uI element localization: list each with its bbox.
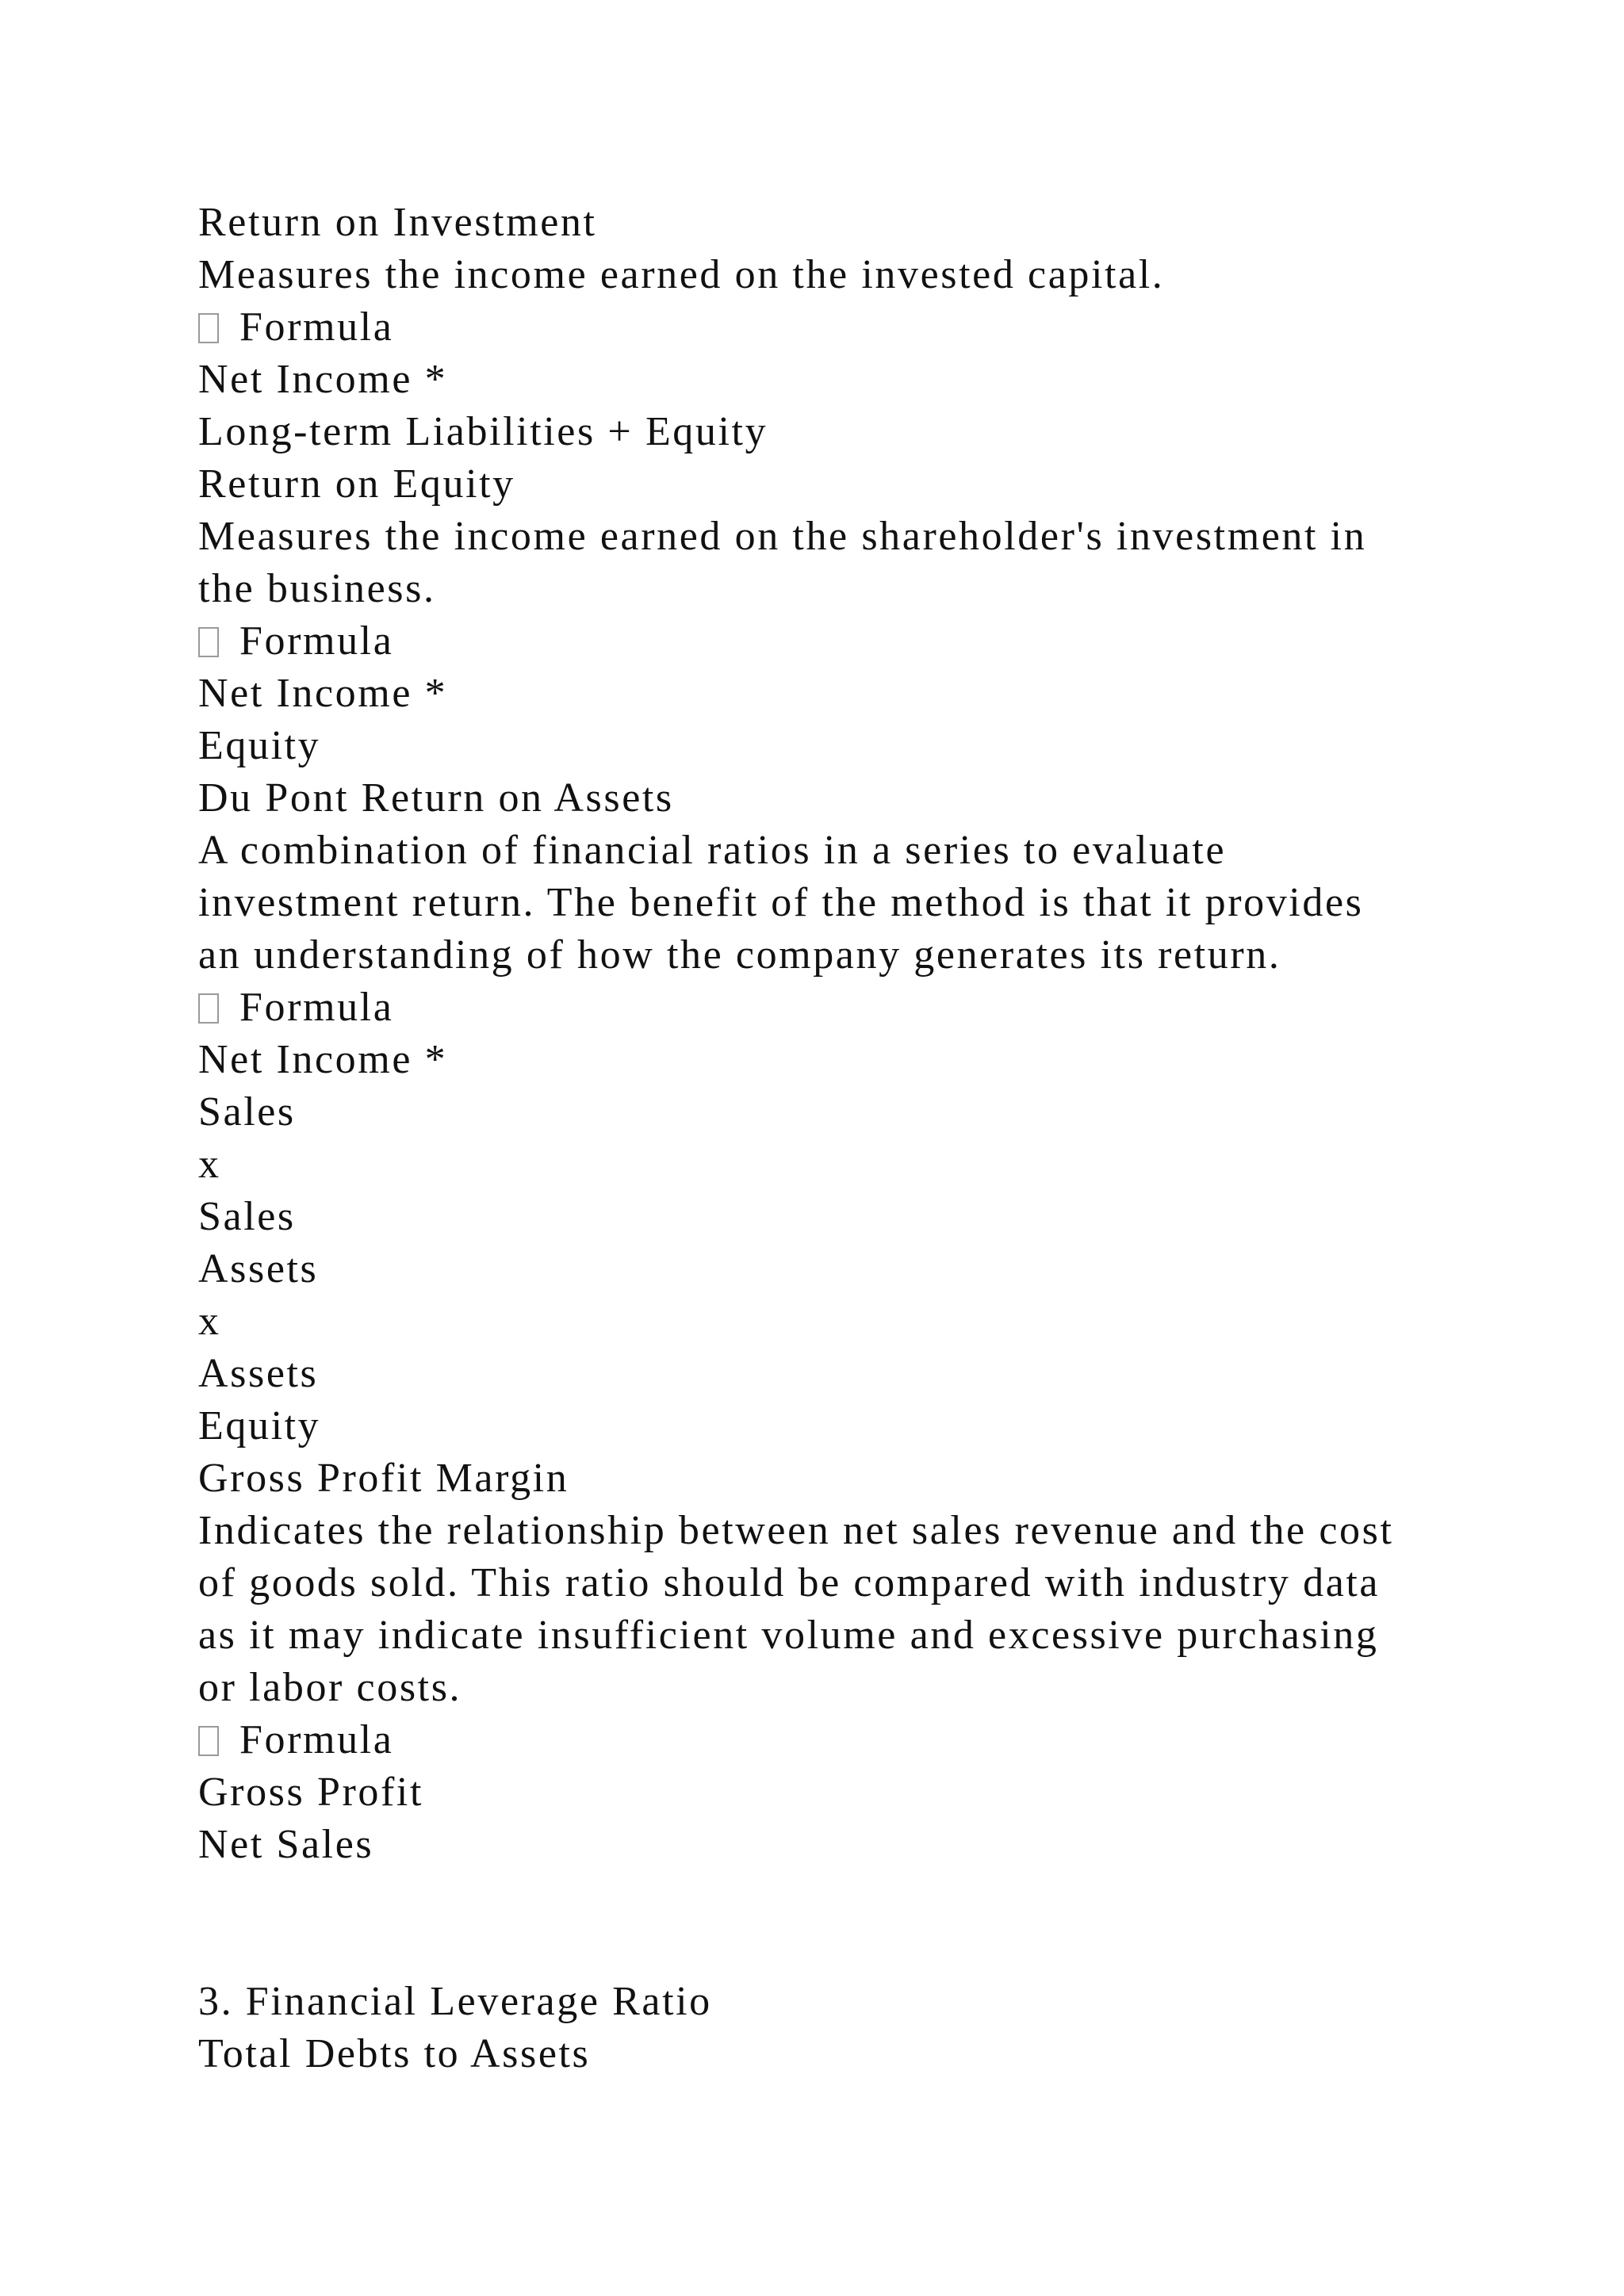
line-text: Gross Profit: [198, 1770, 423, 1815]
line-text: Net Income *: [198, 671, 448, 716]
description-line: [198, 825, 1483, 877]
line-text: an understanding of how the company generates its return.: [198, 932, 1281, 978]
line-text: Formula: [239, 618, 394, 664]
line-text: 3. Financial Leverage Ratio: [198, 1979, 712, 2024]
heading-total-debts-to-assets: [198, 2028, 1483, 2080]
line-text: Measures the income earned on the shareholder's investment in: [198, 514, 1367, 559]
document-body: [198, 197, 1483, 2080]
line-text: Du Pont Return on Assets: [198, 775, 674, 821]
line-text: investment return. The benefit of the method is that it provides: [198, 880, 1364, 925]
line-text: Net Sales: [198, 1822, 374, 1867]
line-text: Formula: [239, 1717, 394, 1762]
formula-term: [198, 1400, 1483, 1452]
formula-term: [198, 1348, 1483, 1400]
line-text: A combination of financial ratios in a series to evaluate: [198, 828, 1227, 873]
line-text: Indicates the relationship between net sales revenue and the cost: [198, 1508, 1394, 1553]
line-text: Formula: [239, 985, 394, 1030]
description-line: [198, 511, 1483, 563]
formula-operator: [198, 1295, 1483, 1348]
line-text: Assets: [198, 1246, 319, 1292]
line-text: Long-term Liabilities + Equity: [198, 409, 768, 454]
description-line: [198, 1505, 1483, 1557]
heading-du-pont-return-on-assets: [198, 772, 1483, 825]
line-text: the business.: [198, 566, 436, 611]
line-text: or labor costs.: [198, 1665, 462, 1710]
formula-label: [198, 982, 1483, 1034]
blank-line: [198, 1923, 1483, 1976]
bullet-box-icon: [198, 1726, 219, 1756]
blank-line: [198, 1871, 1483, 1923]
formula-operator: [198, 1138, 1483, 1191]
line-text: Assets: [198, 1351, 319, 1396]
line-text: Total Debts to Assets: [198, 2031, 591, 2076]
description-line: [198, 1662, 1483, 1714]
formula-denominator: [198, 406, 1483, 458]
line-text: x: [198, 1299, 221, 1344]
description-line: [198, 563, 1483, 615]
formula-denominator: [198, 720, 1483, 772]
line-text: Sales: [198, 1089, 296, 1135]
description-line: [198, 877, 1483, 929]
formula-numerator: [198, 354, 1483, 406]
heading-return-on-equity: [198, 458, 1483, 511]
description-line: [198, 929, 1483, 982]
description-line: [198, 1609, 1483, 1662]
line-text: of goods sold. This ratio should be compared with industry data: [198, 1560, 1381, 1605]
description-line: [198, 249, 1483, 301]
line-text: Return on Equity: [198, 461, 515, 507]
formula-label: [198, 1714, 1483, 1766]
line-text: Formula: [239, 304, 394, 350]
line-text: Gross Profit Margin: [198, 1456, 569, 1501]
line-text: x: [198, 1142, 221, 1187]
bullet-box-icon: [198, 313, 219, 343]
line-text: as it may indicate insufficient volume and excessive purchasing: [198, 1613, 1379, 1658]
line-text: Net Income *: [198, 357, 448, 402]
formula-term: [198, 1243, 1483, 1295]
formula-label: [198, 301, 1483, 354]
formula-term: [198, 1191, 1483, 1243]
line-text: Measures the income earned on the invested capital.: [198, 252, 1165, 297]
section-heading-financial-leverage-ratio: [198, 1976, 1483, 2028]
bullet-box-icon: [198, 627, 219, 657]
line-text: Equity: [198, 1403, 321, 1448]
line-text: Sales: [198, 1194, 296, 1239]
formula-denominator: [198, 1819, 1483, 1871]
formula-label: [198, 615, 1483, 668]
heading-return-on-investment: [198, 197, 1483, 249]
heading-gross-profit-margin: [198, 1452, 1483, 1505]
description-line: [198, 1557, 1483, 1609]
line-text: Return on Investment: [198, 200, 597, 245]
bullet-box-icon: [198, 993, 219, 1024]
formula-term: [198, 1034, 1483, 1086]
formula-term: [198, 1086, 1483, 1138]
formula-numerator: [198, 668, 1483, 720]
line-text: Equity: [198, 723, 321, 768]
formula-numerator: [198, 1766, 1483, 1819]
line-text: Net Income *: [198, 1037, 448, 1082]
